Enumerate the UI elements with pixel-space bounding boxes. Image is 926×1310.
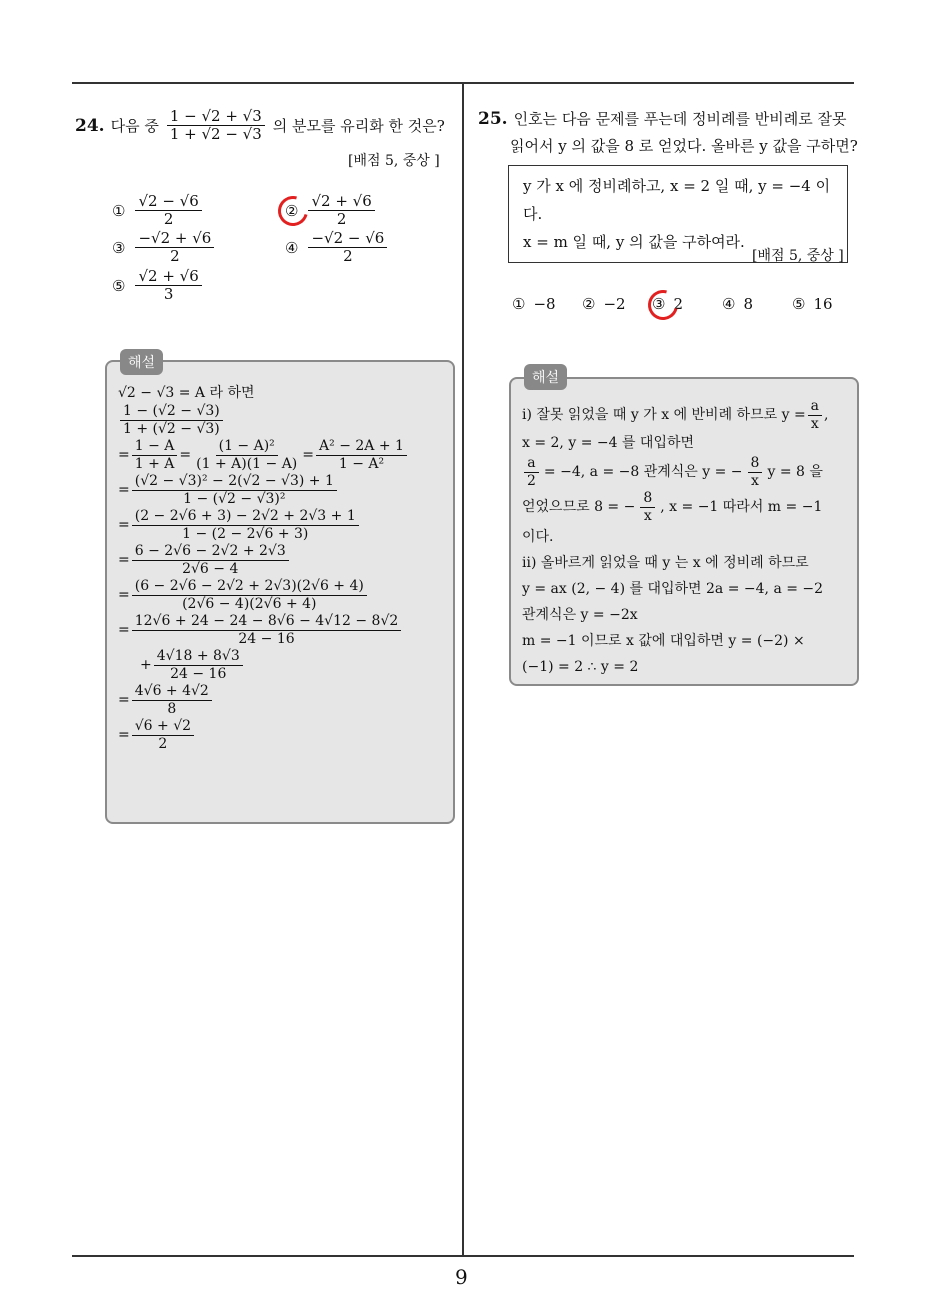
q24-sol-f5-num: (√2 − √3)² − 2(√2 − √3) + 1 — [132, 473, 337, 491]
q24-choice-5-num: √2 + √6 — [135, 268, 201, 286]
q25-number: 25. — [478, 108, 508, 129]
q24-solution — [118, 383, 448, 753]
q24-sol-f6-num: (2 − 2√6 + 3) − 2√2 + 2√3 + 1 — [132, 508, 359, 526]
q24-sol-eq: = — [118, 552, 130, 569]
q24-sol-f5-den: 1 − (√2 − √3)² — [183, 491, 286, 507]
q24-expression — [167, 108, 265, 143]
q25-choice-1-label: ① — [512, 295, 526, 313]
q25-choice-3-value: 2 — [673, 295, 683, 313]
q24-solution-tag: 해설 — [120, 349, 163, 375]
q24-choice-5-den: 3 — [163, 285, 174, 303]
q24-sol-f11-den: 8 — [167, 701, 177, 717]
q24-sol-frac-1 — [120, 403, 223, 438]
q25-solution — [522, 398, 848, 681]
q24-sol-f8-num: (6 − 2√6 − 2√2 + 2√3)(2√6 + 4) — [132, 578, 367, 596]
q24-sol-line-9 — [118, 648, 448, 683]
q24-choice-2-label: ② — [285, 201, 299, 220]
q24-sol-frac-9 — [132, 613, 402, 648]
q24-expr-denominator: 1 + √2 − √3 — [169, 125, 262, 143]
q24-sol-frac-7 — [132, 543, 289, 578]
q24-sol-f6-den: 1 − (2 − 2√6 + 3) — [182, 526, 309, 542]
q25-sol-line-4 — [522, 490, 848, 525]
q24-sol-f4-den: 1 − A² — [338, 456, 385, 472]
q24-sol-frac-5 — [132, 473, 337, 508]
q25-choice-2[interactable] — [582, 295, 626, 313]
q24-sol-f3-num: (1 − A)² — [216, 438, 278, 456]
q25-answer-mark — [643, 285, 684, 326]
column-divider — [462, 82, 464, 1256]
q25-points: [배점 5, 중상 ] — [752, 248, 844, 264]
q24-number: 24. — [75, 115, 105, 136]
q24-choice-1-den: 2 — [163, 210, 174, 228]
q24-choice-3-den: 2 — [170, 247, 180, 265]
q25-sol-line-8: 관계식은 y = −2x — [522, 607, 638, 624]
q24-sol-f9-den: 24 − 16 — [238, 631, 295, 647]
q24-sol-f12-den: 2 — [158, 736, 168, 752]
q24-choice-1-frac — [135, 193, 201, 228]
q24-sol-line-5 — [118, 508, 448, 543]
q24-prompt — [75, 108, 445, 143]
q25-choice-5[interactable] — [792, 295, 833, 313]
q24-sol-line-10 — [118, 683, 448, 718]
q24-expr-numerator: 1 − √2 + √3 — [167, 108, 265, 126]
q24-sol-f2-den: 1 + A — [134, 456, 175, 472]
q24-choice-2-frac — [308, 193, 374, 228]
q24-sol-f2-num: 1 − A — [132, 438, 178, 456]
q25-choice-1[interactable] — [512, 295, 556, 313]
q24-sol-frac-4 — [316, 438, 407, 473]
q24-sol-line-11 — [118, 718, 448, 753]
q24-sol-eq: = — [118, 727, 130, 744]
q25-sol-line-10: (−1) = 2 ∴ y = 2 — [522, 659, 639, 676]
q25-sol-l1-den: x — [810, 416, 819, 432]
q24-choice-2-num: √2 + √6 — [308, 193, 374, 211]
q24-choice-4[interactable] — [285, 230, 389, 265]
q25-sol-l1a: ⅰ) 잘못 읽었을 때 y 가 x 에 반비례 하므로 y = — [522, 406, 806, 423]
q25-choice-1-value: −8 — [533, 295, 556, 313]
q24-choice-5-frac — [135, 268, 201, 303]
q25-solution-tag: 해설 — [524, 364, 567, 390]
q24-sol-line-7 — [118, 578, 448, 613]
q24-sol-f8-den: (2√6 − 4)(2√6 + 4) — [182, 596, 317, 612]
q24-sol-f7-num: 6 − 2√6 − 2√2 + 2√3 — [132, 543, 289, 561]
q25-sol-l3-num: a — [524, 455, 538, 473]
q25-prompt-text-1: 인호는 다음 문제를 푸는데 정비례를 반비례로 잘못 — [513, 110, 847, 128]
q24-choice-3-label: ③ — [112, 238, 126, 257]
q24-sol-line-4 — [118, 473, 448, 508]
q25-sol-l3g-num: 8 — [748, 455, 763, 473]
q24-choice-4-label: ④ — [285, 238, 299, 257]
q24-sol-f9-num: 12√6 + 24 − 24 − 8√6 − 4√12 − 8√2 — [132, 613, 402, 631]
q25-choice-4-label: ④ — [722, 295, 736, 313]
q25-sol-frac-3 — [748, 455, 763, 490]
q24-sol-frac-2 — [132, 438, 178, 473]
q24-sol-frac-11 — [132, 683, 212, 718]
q24-sol-f10-num: 4√18 + 8√3 — [154, 648, 243, 666]
q25-sol-line-3 — [522, 455, 848, 490]
q25-sol-frac-2 — [524, 455, 539, 490]
q25-prompt-line-2: 읽어서 y 의 값을 8 로 얻었다. 올바른 y 값을 구하면? — [510, 137, 858, 155]
q24-sol-f12-num: √6 + √2 — [132, 718, 194, 736]
q25-sol-l4-num: 8 — [640, 490, 655, 508]
q24-sol-frac-12 — [132, 718, 194, 753]
q24-choice-5[interactable] — [112, 268, 204, 303]
q25-choice-4[interactable] — [722, 295, 753, 313]
q24-choice-1[interactable] — [112, 193, 204, 228]
q24-choice-4-num: −√2 − √6 — [308, 230, 387, 248]
q25-box-line-2: x = m 일 때, y 의 값을 구하여라. — [523, 233, 745, 251]
q25-choice-2-value: −2 — [603, 295, 626, 313]
q25-choice-5-label: ⑤ — [792, 295, 806, 313]
q25-sol-l1b: , — [824, 406, 829, 423]
q24-choice-1-label: ① — [112, 201, 126, 220]
q24-points: [배점 5, 중상 ] — [348, 153, 440, 169]
q24-sol-f7-den: 2√6 − 4 — [182, 561, 239, 577]
q24-choice-1-num: √2 − √6 — [135, 193, 201, 211]
q24-sol-f3-den: (1 + A)(1 − A) — [196, 456, 298, 472]
q24-choice-3-frac — [135, 230, 214, 265]
q25-sol-l3a: = −4, a = −8 관계식은 y = − — [543, 463, 743, 480]
q25-sol-l4b: , x = −1 따라서 m = −1 — [660, 498, 823, 515]
q24-sol-frac-10 — [154, 648, 243, 683]
q25-prompt-line-1 — [478, 108, 846, 129]
q25-sol-l1-num: a — [808, 398, 822, 416]
q24-sol-f10-den: 24 − 16 — [170, 666, 227, 682]
q24-sol-frac-6 — [132, 508, 359, 543]
q25-sol-frac-1 — [808, 398, 822, 433]
q24-sol-line-2 — [118, 403, 448, 438]
q24-sol-eq: = — [179, 447, 192, 464]
q25-choice-3-label: ③ — [652, 295, 666, 313]
q25-sol-l4-den: x — [643, 508, 652, 524]
q24-sol-eq: = — [118, 622, 130, 639]
q25-sol-line-2: x = 2, y = −4 를 대입하면 — [522, 435, 695, 452]
q25-sol-line-1 — [522, 398, 848, 433]
q24-sol-eq: = — [118, 587, 130, 604]
q24-sol-frac-8 — [132, 578, 367, 613]
q25-sol-line-5: 이다. — [522, 529, 554, 546]
q24-sol-line-6 — [118, 543, 448, 578]
q24-choice-4-den: 2 — [343, 247, 353, 265]
q24-sol-eq: = — [118, 447, 130, 464]
q25-sol-l3g-den: x — [751, 473, 759, 489]
q25-sol-l4a: 얻었으므로 8 = − — [522, 498, 636, 515]
q24-sol-line-1: √2 − √3 = A 라 하면 — [118, 384, 255, 401]
q25-choice-5-value: 16 — [813, 295, 833, 313]
q24-choice-4-frac — [308, 230, 387, 265]
q25-sol-line-6: ⅱ) 올바르게 읽었을 때 y 는 x 에 정비례 하므로 — [522, 555, 809, 572]
q25-sol-line-9: m = −1 이므로 x 값에 대입하면 y = (−2) × — [522, 633, 805, 650]
q24-sol-frac-3 — [193, 438, 300, 473]
q24-choice-2-den: 2 — [336, 210, 347, 228]
q24-sol-eq: = — [118, 517, 130, 534]
q24-sol-f1-num: 1 − (√2 − √3) — [120, 403, 223, 421]
q24-sol-f4-num: A² − 2A + 1 — [316, 438, 407, 456]
q24-choice-5-label: ⑤ — [112, 276, 126, 295]
q24-sol-f1-den: 1 + (√2 − √3) — [123, 421, 220, 437]
q24-sol-eq: = — [302, 447, 315, 464]
q25-choice-2-label: ② — [582, 295, 596, 313]
page-number: 9 — [455, 1265, 468, 1289]
q25-sol-line-7: y = ax (2, − 4) 를 대입하면 2a = −4, a = −2 — [522, 581, 824, 598]
q24-sol-plus: + — [140, 657, 152, 674]
q24-sol-eq: = — [118, 482, 130, 499]
q24-choice-3-num: −√2 + √6 — [135, 230, 214, 248]
q24-sol-line-8 — [118, 613, 448, 648]
q25-sol-l3-den: 2 — [527, 473, 536, 489]
q24-sol-f11-num: 4√6 + 4√2 — [132, 683, 212, 701]
q24-prompt-pre: 다음 중 — [110, 117, 159, 135]
q25-box-line-1: y 가 x 에 정비례하고, x = 2 일 때, y = −4 이다. — [523, 177, 831, 223]
q25-choice-4-value: 8 — [743, 295, 753, 313]
q24-sol-line-3 — [118, 438, 448, 473]
q24-prompt-post: 의 분모를 유리화 한 것은? — [272, 117, 445, 135]
q25-sol-frac-4 — [640, 490, 655, 525]
q24-sol-eq: = — [118, 692, 130, 709]
q25-sol-l3b: y = 8 을 — [767, 463, 823, 480]
q24-choice-3[interactable] — [112, 230, 216, 265]
